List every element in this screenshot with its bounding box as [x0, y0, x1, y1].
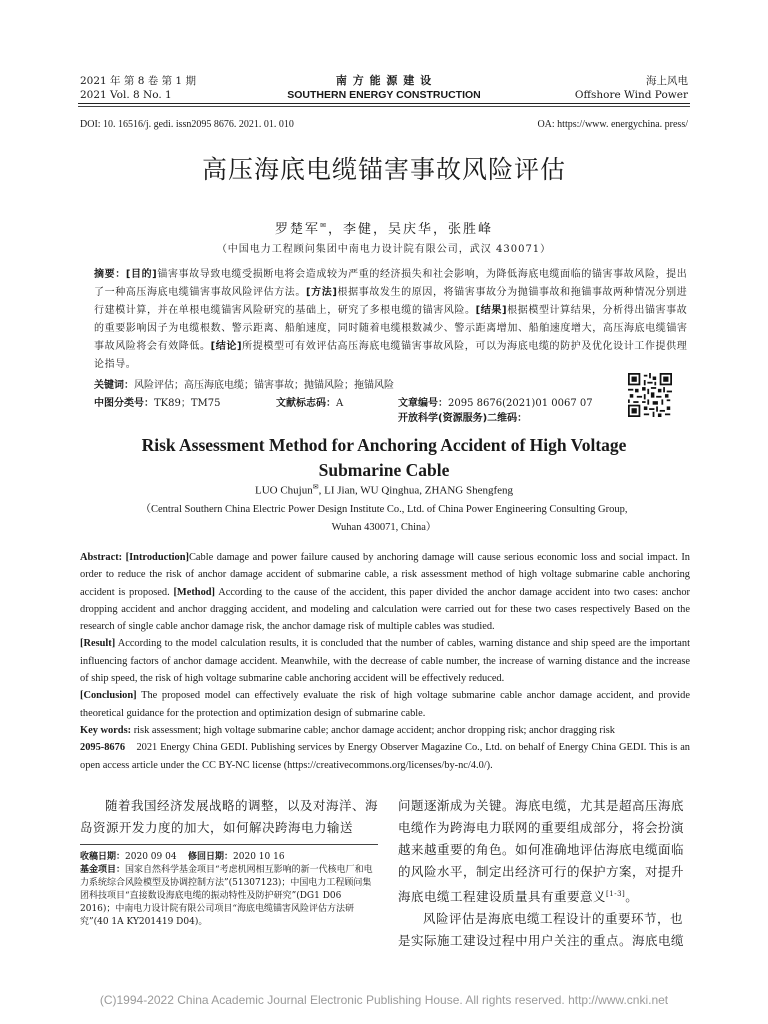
abstract-en [80, 549, 690, 774]
authors-cn [0, 218, 768, 237]
affiliation-en-line1: （Central Southern China Electric Power Design Institute Co., Ltd. of China Power Engineering Consulting Group, [140, 504, 628, 515]
clc-label: 中图分类号： [94, 398, 154, 409]
article-number [398, 394, 593, 409]
authors-others: ，李健，吴庆华，张胜峰 [327, 222, 493, 237]
abstract-label-en: Abstract: [80, 552, 123, 563]
header-rule-thin [78, 106, 690, 107]
body-paragraph-right: 问题逐渐成为关键。海底电缆，尤其是超高压海底电缆作为跨海电力联网的重要组成部分，将会扮演越来越重要的角色。如何准确地评估海底电缆面临的风险水平，制定出经济可行的保护方案，对提升海底电缆工程建设质量具有重要意义[1-3]。 风险评估是海底电缆工程设计的重要环节，也是实际施工建设过程中用户关注的重点。海底电缆 [398, 795, 692, 952]
title-en-line2: Submarine Cable [318, 460, 450, 480]
mail-icon: ✉ [320, 221, 328, 230]
issue-cn: 2021 年 第 8 卷 第 1 期 [80, 75, 196, 87]
revised-date: 2020 10 16 [233, 852, 285, 862]
body-right-p2: 风险评估是海底电缆工程设计的重要环节，也是实际施工建设过程中用户关注的重点。海底电缆 [398, 911, 685, 949]
abstract-en-result: According to the model calculation results, it is concluded that the number of cables, warning distance and ship speed are the important influencing factors of anchor damage accident. Meanwhile, with the decrease of cable number, the increase of warning distance and the increase of ship speed, the risk of high voltage submarine cable anchoring accident will be effectively reduced. [80, 638, 691, 685]
article-label: 文章编号： [398, 398, 448, 409]
abstract-cn-conclusion: 所提模型可有效评估高压海底电缆锚害事故风险，可以为海底电缆的防护及优化设计工作提供理论指导。 [94, 341, 688, 370]
body-right-p1: 问题逐渐成为关键。海底电缆，尤其是超高压海底电缆作为跨海电力联网的重要组成部分，将会扮演越来越重要的角色。如何准确地评估海底电缆面临的风险水平，制定出经济可行的保护方案，对提升海底电缆工程建设质量具有重要意义 [398, 798, 685, 905]
doc-code-label: 文献标志码： [276, 398, 336, 409]
section-info [575, 74, 688, 102]
keywords-text-en: risk assessment; high voltage submarine cable; anchor damage accident; anchor dropping risk; anchor dragging risk [133, 724, 615, 736]
tag-result-en: [Result] [80, 638, 116, 650]
footnote [80, 851, 378, 929]
tag-method-en: [Method] [173, 586, 216, 598]
journal-name-cn: 南 方 能 源 建 设 [335, 74, 433, 87]
tag-introduction: [Introduction] [125, 552, 189, 563]
keywords-text-cn: 风险评估；高压海底电缆；锚害事故；抛锚风险；拖锚风险 [134, 380, 394, 391]
oa-link[interactable]: OA: https://www. energychina. press/ [537, 119, 688, 130]
abstract-en-intro: Cable damage and power failure caused by anchoring damage will cause serious economic loss and social impact. In order to reduce the risk of anchor damage accident of submarine cable, a risk assessment method of high voltage submarine cable anchoring accident is proposed. [80, 552, 690, 598]
license-text: 2021 Energy China GEDI. Publishing services by Energy Observer Magazine Co., Ltd. on behalf of Energy China GEDI. This is an open access article under the CC BY-NC license (https://creativecommons.org/licenses/by-nc/4.0/). [80, 742, 690, 771]
authors-others-en: , LI Jian, WU Qinghua, ZHANG Shengfeng [318, 484, 514, 497]
affiliation-en-line2: Wuhan 430071, China） [331, 522, 437, 533]
tag-result: [结果] [475, 305, 508, 316]
abstract-en-conclusion: The proposed model can effectively evaluate the risk of high voltage submarine cable anchor damage accident, and provide theoretical guidance for the protection and optimization design of submarine cable. [80, 690, 690, 719]
fund-text: 国家自然科学基金项目“考虑机网相互影响的新一代核电厂和电力系统综合风险模型及协调控制方法”(51307123)；中国电力工程顾问集团科技项目“直接数设海底电缆的振动特性及防护研究”(DG1 D06 2016)；中南电力设计院有限公司项目“海底电缆锚害风险评估方法研究”(40 1A KY201419 D04)。 [80, 865, 373, 927]
affiliation-en [0, 501, 768, 537]
qr-code-icon[interactable] [628, 373, 672, 417]
citation[interactable]: [1-3] [606, 890, 626, 898]
section-cn: 海上风电 [646, 75, 688, 87]
tag-purpose: [目的] [125, 269, 158, 280]
page-title-en [0, 433, 768, 483]
section-en: Offshore Wind Power [574, 89, 688, 101]
authors-en [0, 483, 768, 497]
license-issn: 2095-8676 [80, 742, 126, 754]
affiliation-cn: （中国电力工程顾问集团中南电力设计院有限公司，武汉 430071） [216, 244, 552, 255]
body-paragraph-left: 随着我国经济发展战略的调整，以及对海洋、海岛资源开发力度的加大，如何解决跨海电力输送 [80, 798, 379, 835]
journal-issue-info [80, 74, 196, 102]
clc-number [94, 394, 221, 409]
header-rule-thick [78, 103, 690, 104]
doc-code-value: A [336, 398, 344, 409]
mail-icon-en: ✉ [312, 483, 319, 491]
clc-value: TK89；TM75 [154, 398, 221, 409]
qr-label [398, 409, 527, 424]
keywords-label-en: Key words: [80, 724, 132, 736]
fund-label: 基金项目： [80, 865, 126, 875]
received-date: 2020 09 04 [125, 852, 177, 862]
doc-code [276, 394, 343, 409]
journal-name-en: SOUTHERN ENERGY CONSTRUCTION [287, 89, 481, 101]
keywords-label-cn: 关键词： [94, 380, 134, 391]
qr-label-text: 开放科学(资源服务)二维码： [398, 413, 528, 424]
tag-conclusion: [结论] [210, 341, 243, 352]
abstract-label-cn: 摘要： [94, 269, 126, 280]
footnote-rule [80, 844, 378, 845]
title-en-line1: Risk Assessment Method for Anchoring Accident of High Voltage [141, 435, 627, 455]
article-value: 2095 8676(2021)01 0067 07 [448, 398, 593, 409]
author-corresponding: 罗楚军 [275, 222, 321, 237]
copyright-watermark: (C)1994-2022 China Academic Journal Electronic Publishing House. All rights reserved. http://www.cnki.net [99, 993, 669, 1007]
author-corresponding-en: LUO Chujun [254, 484, 313, 497]
doi[interactable]: DOI: 10. 16516/j. gedi. issn2095 8676. 2021. 01. 010 [80, 119, 294, 130]
journal-name [234, 74, 534, 102]
abstract-cn-method: 根据事故发生的原因，将锚害事故分为抛锚事故和拖锚事故两种情况分别进行建模计算，并在单根电缆锚害风险研究的基础上，研究了多根电缆的锚害风险。 [94, 287, 688, 316]
abstract-cn-result: 根据模型计算结果，分析得出锚害事故的重要影响因子为电缆根数、警示距离、船舶速度，同时随着电缆根数减少、警示距离增加、船舶速度增大，高压海底电缆锚害事故风险将会有效降低。 [94, 305, 688, 352]
issue-en: 2021 Vol. 8 No. 1 [80, 89, 172, 101]
tag-method: [方法] [306, 287, 338, 298]
abstract-cn-purpose: 锚害事故导致电缆受损断电将会造成较为严重的经济损失和社会影响，为降低海底电缆面临的锚害事故风险，提出了一种高压海底电缆锚害事故风险评估方法。 [94, 269, 688, 298]
tag-conclusion-en: [Conclusion] [80, 690, 137, 702]
received-label: 收稿日期： [80, 852, 126, 862]
page-title-cn: 高压海底电缆锚害事故风险评估 [201, 155, 566, 184]
keywords-cn [94, 376, 394, 391]
abstract-en-method: According to the cause of the accident, this paper divided the anchor damage accident into two cases: anchor dropping accident and anchor dragging accident, and modeling and calculation were carried out for these two cases respectively Based on the research of single cable anchor damage risk, the anchor damage risk of multiple cables was studied. [80, 586, 690, 633]
revised-label: 修回日期： [188, 852, 234, 862]
abstract-cn [94, 266, 694, 374]
